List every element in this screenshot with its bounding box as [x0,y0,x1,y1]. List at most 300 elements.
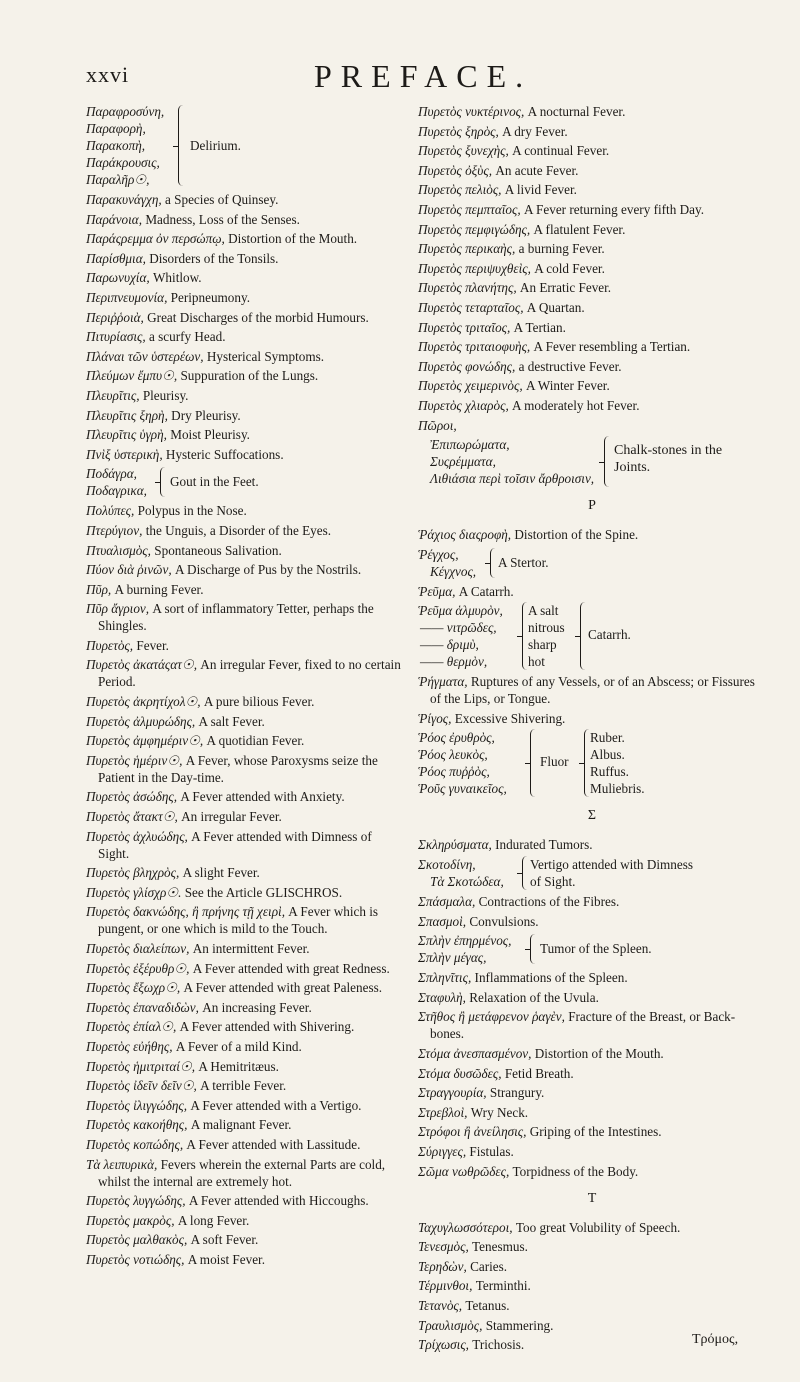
spleen-group [418,932,766,966]
brace [604,436,609,487]
glossary-entry [86,348,406,365]
greek-term: Τὰ λειπυρικὰ, [86,1156,158,1172]
english-gloss: Disorders of the Tonsils. [145,250,279,266]
greek-term: Πυρετὸς κακοήθης, [86,1117,188,1133]
greek-term: Πυρετὸς βληχρὸς, [86,865,180,881]
quality-label: hot [528,654,545,670]
glossary-entry [86,960,406,977]
english-gloss: A burning Fever. [111,581,204,597]
greek-term: Παράνοια, [86,211,143,227]
glossary-entry [86,328,406,345]
english-gloss: A Catarrh. [455,583,514,599]
glossary-entry [418,260,766,277]
glossary-entry [418,1219,766,1236]
glossary-entry [86,1077,406,1094]
greek-term: Πυρετὸς ἀκατάςατ☉, [86,657,197,673]
glossary-entry [418,1123,766,1140]
greek-term: Πυρετὸς ἄτακτ☉, [86,809,178,825]
greek-term: Τερηδὼν, [418,1258,467,1274]
english-gloss: a Species of Quinsey. [161,192,279,207]
glossary-entry [86,1156,406,1190]
greek-term: Τενεσμὸς, [418,1239,469,1255]
english-gloss: Wry Neck. [467,1104,529,1120]
english-gloss: A Fever of a mild Kind. [172,1038,302,1054]
english-gloss: Chalk-stones in the Joints. [614,443,723,476]
glossary-entry [86,1018,406,1035]
section-letter-tau: T [587,1190,597,1206]
greek-term: Παράκρουσις, [86,155,160,170]
glossary-entry [418,673,766,707]
glossary-entry [418,989,766,1006]
greek-term: Πυρετὸς τριταῖος, [418,319,511,335]
greek-term: Πυρετὸς ἀμφημέριν☉, [86,733,204,749]
english-gloss: Madness, Loss of the Senses. [142,211,300,227]
greek-term: Πυρετὸς ὀξὺς, [418,162,493,178]
greek-term: Ποδαγρικα, [86,483,147,499]
greek-term: Στρεβλοὶ, [418,1104,468,1120]
greek-term: Πυρετὸς περικαὴς, [418,241,516,257]
glossary-entry [418,103,766,120]
greek-term: Ῥοῦς γυναικεῖος, [418,781,507,797]
english-gloss: Stammering. [482,1317,554,1333]
greek-term: Πτυαλισμὸς, [86,542,151,558]
glossary-entry [418,221,766,238]
english-gloss: a scurfy Head. [145,329,226,345]
glossary-entry [86,211,406,228]
english-gloss: A Fever attended with Lassitude. [183,1136,361,1152]
glossary-entry [86,387,406,404]
english-gloss: a burning Fever. [515,241,605,257]
greek-term: Τὰ Σκοτώδεα, [430,874,504,890]
glossary-entry [418,279,766,296]
greek-term: Πυρετὸς ἰδεῖν δεῖν☉, [86,1078,197,1094]
greek-term: Πυρετὸς νοτιώδης, [86,1251,185,1267]
glossary-entry [86,1038,406,1055]
greek-term: Πιτυρίασις, [86,329,146,345]
fluor-kind: Muliebris. [590,781,645,797]
greek-term: Πυρετὸς διαλείπων, [86,941,190,956]
english-gloss: Moist Pleurisy. [166,427,250,443]
greek-term: Σῶμα νωθρῶδες, [418,1163,510,1179]
greek-term: Σύριγγες, [418,1144,467,1159]
glossary-entry [86,1097,406,1114]
english-gloss: A livid Fever. [501,182,577,198]
greek-term: Πυρετὸς, [86,637,134,653]
glossary-entry [86,250,406,267]
greek-term: Πυρετὸς χειμερινὸς, [418,378,523,394]
brace [584,729,589,797]
english-gloss: A Stertor. [498,554,549,570]
english-gloss: Fracture of the Breast, or Back-bones. [430,1009,736,1042]
glossary-entry [418,397,766,414]
english-gloss: A pure bilious Fever. [200,694,315,710]
glossary-entry [86,1136,406,1153]
greek-term: Σπληνῖτις, [418,970,472,986]
page-header [86,58,726,98]
english-gloss: A long Fever. [174,1212,250,1228]
greek-term: Κέγχνος, [430,563,477,579]
english-gloss: A nocturnal Fever. [524,104,626,119]
glossary-entry [86,788,406,805]
page-number: xxvi [86,62,130,87]
glossary-entry [418,1084,766,1101]
english-gloss: Convulsions. [466,913,539,929]
fluor-label: Fluor [540,754,569,770]
glossary-entry [418,1143,766,1160]
greek-term: Πυρετὸς πελιὸς, [418,182,502,198]
english-gloss: Distortion of the Spine. [511,527,639,543]
greek-term: Πλεύμων ἔμπυ☉, [86,368,178,384]
english-gloss: An irregular Fever, fixed to no certain Period. [98,657,401,690]
glossary-entry [418,710,766,727]
greek-term: Πυρετὸς φονώδης, [418,358,516,374]
english-gloss: A moist Fever. [184,1251,266,1267]
greek-term: Ῥόος λευκὸς, [418,747,488,763]
english-gloss: A Quartan. [523,299,585,315]
glossary-entry [86,230,406,247]
glossary-entry [418,417,766,434]
greek-term: Πυρετὸς λυγγώδης, [86,1193,186,1209]
greek-term: Πτερύγιον, [86,522,143,538]
greek-term: Παρακυνάγχη, [86,192,162,207]
english-gloss: A cold Fever. [530,260,605,276]
greek-term: Ῥήγματα, [418,674,468,690]
english-gloss: A Winter Fever. [522,378,610,394]
greek-term: Πυρετὸς περιψυχθεὶς, [418,260,531,276]
greek-term: Πυρετὸς χλιαρὸς, [418,397,509,413]
catarrh-group [418,602,766,670]
brace [522,602,527,670]
glossary-entry [86,269,406,286]
glossary-entry [418,162,766,179]
greek-term: Τετανὸς, [418,1297,463,1313]
glossary-entry [418,299,766,316]
greek-term: Πῶροι, [418,417,457,433]
english-gloss: Pleurisy. [139,387,189,403]
greek-term: Πυρετὸς ἡμιτριταί☉, [86,1058,196,1074]
glossary-entry [418,201,766,218]
glossary-entry [86,542,406,559]
greek-term: Σκληρύσματα, [418,837,492,853]
glossary-entry [86,864,406,881]
greek-term: Σταφυλὴ, [418,989,466,1005]
glossary-entry [86,561,406,578]
greek-term: Σπλὴν μέγας, [418,950,487,966]
english-gloss: Dry Pleurisy. [167,407,241,423]
fluor-kind: Ruber. [590,730,625,746]
glossary-entry [418,526,766,543]
left-column [86,103,406,1271]
english-gloss: Delirium. [190,137,241,153]
english-gloss: A Tertian. [510,319,566,335]
quality-label: sharp [528,637,557,653]
glossary-entry [418,1238,766,1255]
english-gloss: Great Discharges of the morbid Humours. [143,309,369,325]
greek-term: Πυρετὸς νυκτέρινος, [418,104,525,119]
greek-term: Πυρετὸς ἀχλυώδης, [86,828,188,844]
chalkstones-group [430,436,766,487]
glossary-entry [86,1212,406,1229]
english-gloss: Caries. [466,1258,508,1274]
greek-term: Παρακοπὴ, [86,138,146,153]
english-gloss: A Fever attended with a Vertigo. [187,1097,362,1113]
english-gloss: A Fever attended with Dimness of Sight. [98,828,372,861]
english-gloss: Distortion of the Mouth. [224,231,358,247]
glossary-entry [418,1297,766,1314]
english-gloss: a destructive Fever. [515,358,622,374]
glossary-entry [86,940,406,957]
glossary-entry [86,693,406,710]
greek-term: Σκοτοδίνη, [418,857,476,873]
glossary-entry [418,583,766,600]
english-gloss: Relaxation of the Uvula. [465,989,599,1005]
glossary-entry [86,979,406,996]
english-gloss: See the Article GLISCHROS. [181,884,343,900]
english-gloss: Fevers wherein the external Parts are cold, whilst the internal are extremely hot. [98,1156,386,1189]
greek-term: Ῥέγχος, [418,546,459,562]
greek-term: Πῦρ ἄγριον, [86,601,150,617]
glossary-entry [418,1104,766,1121]
english-gloss: Indurated Tumors. [491,837,593,853]
glossary-entry [86,407,406,424]
fluor-kind: Albus. [590,747,625,763]
greek-term: Παραλῆρ☉, [86,172,150,187]
english-gloss: Whitlow. [149,270,202,286]
english-gloss: Inflammations of the Spleen. [471,970,628,986]
greek-term: —— θερμὸν, [420,654,488,670]
english-gloss: A flatulent Fever. [530,221,626,237]
greek-term: Περιῤῥοιὰ, [86,309,144,325]
glossary-entry [86,1231,406,1248]
greek-term: Πῦρ, [86,581,112,597]
english-gloss: A Fever attended with great Paleness. [180,980,383,996]
glossary-entry [418,358,766,375]
greek-term: Πύον διὰ ῥινῶν, [86,562,172,578]
greek-term: Ῥεῦμα ἁλμυρὸν, [418,603,503,619]
english-gloss: Fetid Breath. [501,1065,574,1081]
brace [522,856,527,890]
english-gloss: An Erratic Fever. [516,280,612,296]
fluor-group [418,729,766,797]
greek-term: Ῥεῦμα, [418,583,456,599]
glossary-entry [418,1008,766,1042]
english-gloss: A Fever attended with great Redness. [189,960,390,976]
english-gloss: A terrible Fever. [196,1078,287,1094]
glossary-entry [418,893,766,910]
greek-term: Ταχυγλωσσότεροι, [418,1219,513,1235]
gout-group [86,465,406,499]
glossary-entry [86,903,406,937]
greek-term: Πυρετὸς τεταρταῖος, [418,299,524,315]
english-gloss: A sort of inflammatory Tetter, perhaps the Shingles. [98,601,374,634]
english-gloss: A Fever, whose Paroxysms seize the Patient in the Day-time. [98,752,378,785]
english-gloss: Ruptures of any Vessels, or of an Abscess; or Fissures of the Lips, or Tongue. [430,674,755,707]
greek-term: Ποδάγρα, [86,466,137,482]
vertigo-group [418,856,766,890]
glossary-entry [86,999,406,1016]
english-gloss: Polypus in the Nose. [134,503,247,519]
greek-term: Ἐπιπωρώματα, [430,437,510,453]
greek-term: Παρωνυχία, [86,270,150,286]
greek-term: Πυρετὸς ἡμέριν☉, [86,752,183,768]
greek-term: Παραφροσύνη, [86,104,165,119]
stertor-group [418,546,766,580]
greek-term: Πυρετὸς ξυνεχὴς, [418,143,509,159]
english-gloss: An increasing Fever. [198,999,312,1015]
english-gloss: Trichosis. [468,1337,525,1353]
english-gloss: A salt Fever. [195,713,265,729]
glossary-entry [418,913,766,930]
english-gloss: Distortion of the Mouth. [531,1046,664,1062]
english-gloss: Torpidness of the Body. [509,1163,639,1179]
brace [160,467,165,497]
greek-term: Στραγγουρία, [418,1085,487,1101]
greek-term: Παράςρεμμα ὀν περσώπῳ, [86,231,225,247]
page-title: PREFACE. [314,58,533,94]
glossary-entry [86,1116,406,1133]
brace [580,602,585,670]
greek-term: Ῥόος πυῤῥὸς, [418,764,490,780]
glossary-entry [418,1065,766,1082]
glossary-entry [86,1192,406,1209]
quality-label: nitrous [528,620,565,636]
english-gloss: Griping of the Intestines. [526,1124,662,1140]
glossary-entry [86,502,406,519]
greek-term: Πυρετὸς εὐήθης, [86,1038,173,1054]
glossary-entry [418,836,766,853]
glossary-entry [86,426,406,443]
catchword: Τρόμος, [692,1332,739,1347]
english-gloss: Fever. [133,637,169,653]
brace [178,105,183,186]
greek-term: Ῥόος ἐρυθρὸς, [418,730,495,746]
glossary-entry [86,191,406,208]
section-letter-rho: P [588,498,596,514]
greek-term: Στρόφοι ἢ ἀνείλησις, [418,1124,527,1140]
english-gloss: A Hemitritæus. [195,1058,279,1074]
section-letter-sigma: Σ [587,808,597,824]
english-gloss: Strangury. [486,1085,545,1101]
greek-term: Πολύπες, [86,503,135,519]
glossary-entry [418,1258,766,1275]
glossary-entry [418,1277,766,1294]
english-gloss: Hysteric Suffocations. [162,446,284,462]
english-gloss: Contractions of the Fibres. [475,894,620,910]
english-gloss: the Unguis, a Disorder of the Eyes. [142,522,332,538]
english-gloss: An intermittent Fever. [189,941,310,956]
glossary-entry [418,319,766,336]
glossary-entry [86,289,406,306]
glossary-entry [418,1045,766,1062]
glossary-entry [86,600,406,634]
glossary-entry [418,338,766,355]
right-column [418,103,766,1356]
glossary-entry [86,522,406,539]
greek-term: Πλευρῖτις, [86,387,140,403]
english-gloss: of Sight. [530,874,576,890]
greek-term: Πυρετὸς τριταιοφυὴς, [418,339,531,355]
greek-term: Πυρετὸς δακνώδης, ἢ πρήνης τῇ χειρὶ, [86,904,285,920]
english-gloss: Tetanus. [462,1297,510,1313]
greek-term: Πυρετὸς πλανήτης, [418,280,517,296]
glossary-entry [418,181,766,198]
glossary-entry [86,656,406,690]
greek-term: Πλευρῖτις ξηρὴ, [86,407,168,423]
glossary-entry [86,808,406,825]
delirium-group [86,103,406,188]
greek-term: Πυρετὸς ἰλιγγώδης, [86,1097,188,1113]
glossary-entry [86,1251,406,1268]
english-gloss: Gout in the Feet. [170,474,259,490]
english-gloss: A Fever attended with Anxiety. [177,789,345,805]
english-gloss: A Fever resembling a Tertian. [530,339,691,355]
glossary-entry [418,969,766,986]
greek-term: Πυρετὸς ἐξέρυθρ☉, [86,960,190,976]
glossary-entry [86,713,406,730]
english-gloss: A dry Fever. [498,123,568,139]
english-gloss: Hysterical Symptoms. [203,348,325,364]
greek-term: —— δριμὺ, [420,637,479,653]
english-gloss: Too great Volubility of Speech. [512,1219,681,1235]
english-gloss: A soft Fever. [187,1232,259,1248]
greek-term: Πλευρῖτις ὑγρὴ, [86,427,167,443]
english-gloss: A Discharge of Pus by the Nostrils. [171,562,362,578]
glossary-entry [86,446,406,463]
greek-term: Περιπνευμονία, [86,289,168,305]
glossary-entry [86,309,406,326]
english-gloss: A Fever which is pungent, or one which is mild to the Touch. [98,904,379,937]
greek-term: Πυρετὸς ἐπίαλ☉, [86,1019,177,1035]
glossary-entry [86,581,406,598]
english-gloss: Vertigo attended with Dimness [530,857,693,873]
greek-term: Σπασμοὶ, [418,913,467,929]
greek-term: Πυρετὸς ξηρὸς, [418,123,499,139]
english-gloss: A quotidian Fever. [203,733,305,749]
fluor-kind: Ruffus. [590,764,629,780]
glossary-entry [418,240,766,257]
glossary-entry [86,732,406,749]
greek-term: Πυρετὸς ἀκρητίχολ☉, [86,694,201,710]
quality-label: A salt [528,603,559,619]
greek-term: —— νιτρῶδες, [420,620,497,636]
greek-term: Πυρετὸς πεμφιγώδης, [418,221,531,237]
glossary-entry [418,142,766,159]
greek-term: Πυρετὸς μακρὸς, [86,1212,175,1228]
glossary-entry [86,367,406,384]
greek-term: Πυρετὸς γλίσχρ☉. [86,884,182,900]
greek-term: Πλάναι τῶν ὑστερέων, [86,348,204,364]
english-gloss: An acute Fever. [492,162,579,178]
english-gloss: Tumor of the Spleen. [540,941,652,957]
english-gloss: A moderately hot Fever. [508,397,640,413]
greek-term: Στόμα δυσῶδες, [418,1065,502,1081]
glossary-entry [418,1317,766,1334]
glossary-entry [86,828,406,862]
glossary-entry [418,377,766,394]
english-gloss: Peripneumony. [167,289,251,305]
greek-term: Τέρμινθοι, [418,1278,473,1294]
greek-term: Τραυλισμὸς, [418,1317,483,1333]
english-gloss: Suppuration of the Lungs. [177,368,319,384]
glossary-entry [86,1058,406,1075]
greek-term: Πυρετὸς κοπώδης, [86,1136,184,1152]
greek-term: Στόμα ἀνεσπασμένον, [418,1046,532,1062]
greek-term: Σπάσμαλα, [418,894,476,910]
english-gloss: Spontaneous Salivation. [150,542,282,558]
greek-term: Ῥάχιος διαςροφὴ, [418,527,512,543]
greek-term: Πνὶξ ὑστερικὴ, [86,446,163,462]
english-gloss: Tenesmus. [468,1239,528,1255]
